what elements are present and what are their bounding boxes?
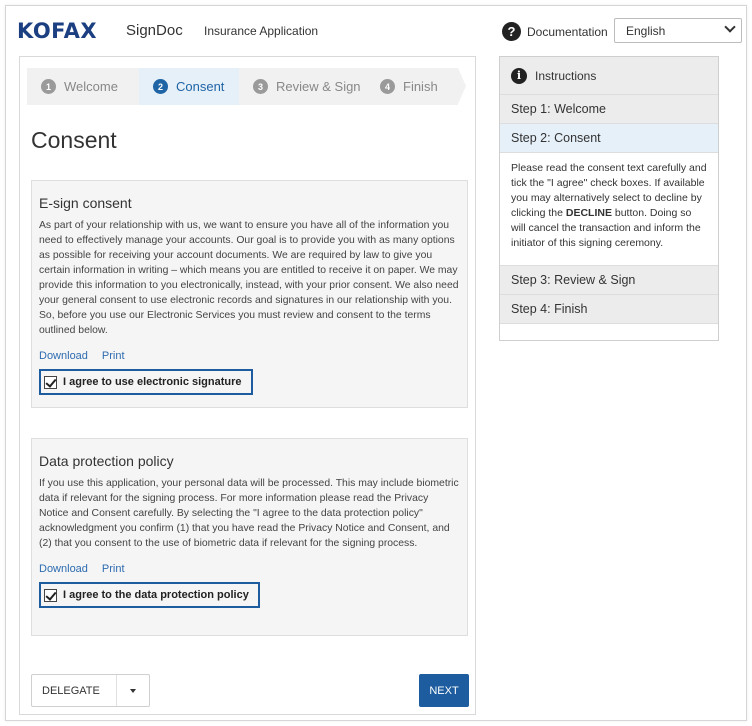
esign-links <box>39 350 460 362</box>
next-button[interactable]: NEXT <box>419 674 469 707</box>
delegate-dropdown-toggle[interactable] <box>116 675 149 706</box>
instruction-step-review-sign[interactable]: Step 3: Review & Sign <box>500 266 718 295</box>
step-progress <box>27 68 467 105</box>
checkbox-checked-icon[interactable] <box>44 589 57 602</box>
step-arrow-tip <box>458 68 466 104</box>
data-protection-agree-label: I agree to the data protection policy <box>63 589 249 601</box>
data-protection-agree-checkbox[interactable] <box>39 582 260 608</box>
main-panel <box>19 56 476 715</box>
step-welcome[interactable] <box>27 68 139 105</box>
step-label: Review & Sign <box>276 79 361 94</box>
step-label: Welcome <box>64 79 118 94</box>
language-value: English <box>626 24 666 38</box>
data-protection-download-link[interactable]: Download <box>39 563 88 575</box>
chevron-down-icon <box>724 21 735 32</box>
instruction-step-welcome[interactable]: Step 1: Welcome <box>500 95 718 124</box>
step-review-sign[interactable] <box>239 68 366 105</box>
esign-agree-label: I agree to use electronic signature <box>63 376 242 388</box>
instructions-title: Instructions <box>535 68 597 83</box>
instruction-decline-keyword: DECLINE <box>565 207 612 219</box>
app-window <box>5 5 747 721</box>
esign-heading: E-sign consent <box>39 195 132 211</box>
step-label: Consent <box>176 79 225 94</box>
caret-down-icon <box>130 689 136 693</box>
instructions-panel <box>499 56 719 341</box>
esign-consent-card <box>31 180 468 408</box>
data-protection-print-link[interactable]: Print <box>101 563 125 575</box>
delegate-split-button <box>31 674 150 707</box>
data-protection-heading: Data protection policy <box>39 453 174 469</box>
data-protection-card <box>31 438 468 636</box>
instruction-step-finish[interactable]: Step 4: Finish <box>500 295 718 324</box>
documentation-link[interactable] <box>502 22 608 41</box>
data-protection-body: If you use this application, your personal data will be processed. This may include biometric data if relevant for the signing process. For more information please read the Privacy Notice and Consent carefully. By selecting the "I agree to the data protection policy" acknowledgment you confirm (1) that you have read the Privacy Notice and Consent, and (2) that you consent to the use of biometric data if relevant for the signing process. <box>39 478 459 549</box>
product-name: SignDoc <box>126 22 183 39</box>
step-number: 3 <box>253 79 268 94</box>
help-icon: ? <box>502 22 521 41</box>
esign-download-link[interactable]: Download <box>39 350 88 362</box>
page-title: Consent <box>31 127 117 153</box>
instruction-text: Please read the consent text carefully and tick the "I agree" check boxes. If available you may alternatively select to decline by clicking the <box>511 162 707 219</box>
instruction-description <box>500 153 718 266</box>
info-icon: i <box>511 68 527 84</box>
esign-body: As part of your relationship with us, we want to ensure you have all of the information you need to effectively manage your accounts. Our goal is to provide you with as many options as possible for receiving your account documents. We are required by law to give you certain information in writing – which means you are entitled to receive it on paper. We may provide this information to you electronically, instead, with your prior consent. We also need your general consent to use electronic records and signatures in our relationship with you. So, before you use our Electronic Services you must review and consent to the terms outlined below. <box>39 220 459 336</box>
delegate-button[interactable]: DELEGATE <box>42 684 100 697</box>
step-label: Finish <box>403 79 438 94</box>
step-number: 4 <box>380 79 395 94</box>
data-protection-links <box>39 563 460 575</box>
esign-agree-checkbox[interactable] <box>39 369 253 395</box>
step-number: 2 <box>153 79 168 94</box>
step-consent[interactable] <box>139 68 239 105</box>
documentation-label: Documentation <box>527 24 608 39</box>
esign-print-link[interactable]: Print <box>101 350 125 362</box>
document-title: Insurance Application <box>204 24 319 38</box>
language-select[interactable] <box>614 18 742 43</box>
instructions-header <box>500 57 718 95</box>
step-number: 1 <box>41 79 56 94</box>
header <box>6 6 746 54</box>
instruction-step-consent[interactable]: Step 2: Consent <box>500 124 718 153</box>
kofax-logo: KOFAX <box>17 19 98 43</box>
checkbox-checked-icon[interactable] <box>44 376 57 389</box>
instruction-text-rest: button. Doing so will cancel the transaction and inform the initiator of this signing ceremony. <box>511 207 701 249</box>
step-finish[interactable] <box>366 68 458 105</box>
